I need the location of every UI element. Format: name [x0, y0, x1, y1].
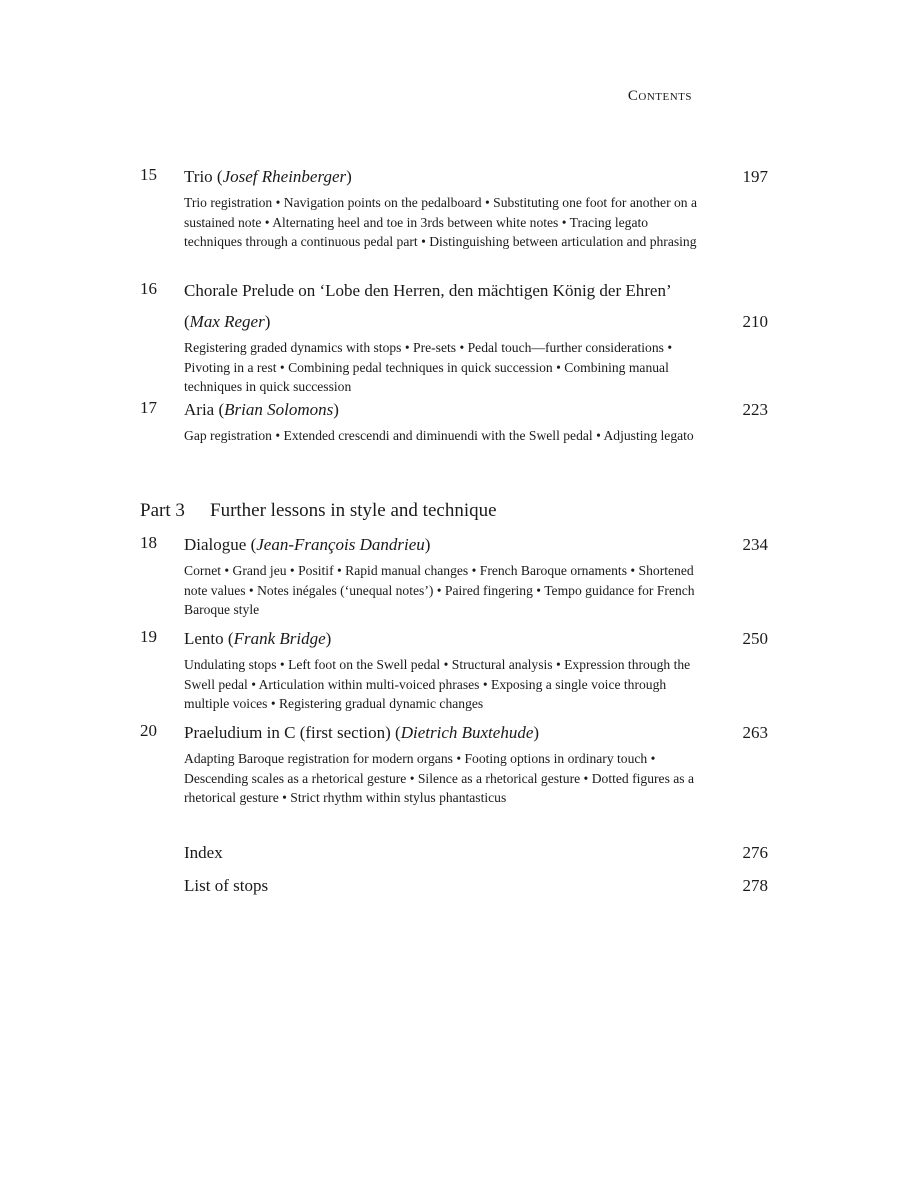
chapter-topics: Undulating stops • Left foot on the Swell pedal • Structural analysis • Expression through the Swell pedal • Articulation within multi-voiced phrases • Exposing a single voice through multiple voices • Registering gradual dynamic changes: [184, 657, 691, 711]
entry-label: Index: [184, 843, 223, 862]
chapter-topics: Registering graded dynamics with stops • Pre-sets • Pedal touch—further considerations • Pivoting in a rest • Combining pedal techniques in quick succession • Combining manual techniques in quick succession: [184, 340, 673, 394]
page-number: 234: [742, 535, 768, 554]
chapter-title-continued[interactable]: (Max Reger) 210: [140, 310, 768, 334]
chapter-title[interactable]: Praeludium in C (first section) (Dietrich Buxtehude) 263: [140, 721, 768, 745]
chapter-title[interactable]: Aria (Brian Solomons) 223: [140, 398, 768, 422]
chapter-topics: Trio registration • Navigation points on the pedalboard • Substituting one foot for another on a sustained note • Alternating heel and toe in 3rds between white notes • Tracing legato techniques through a continuous pedal part • Distinguishing between articulation and phrasing: [184, 195, 698, 249]
chapter-number: 19: [140, 627, 157, 646]
chapter-number: 20: [140, 721, 157, 740]
page-number: 223: [742, 400, 768, 419]
composer-name: Brian Solomons: [224, 400, 334, 419]
toc-entry-list-of-stops[interactable]: [140, 874, 768, 898]
page-number: 250: [742, 629, 768, 648]
composer-name: Frank Bridge: [233, 629, 326, 648]
page-number: 276: [742, 843, 768, 862]
page-number: 210: [742, 312, 768, 331]
chapter-topics: Gap registration • Extended crescendi and diminuendi with the Swell pedal • Adjusting legato: [184, 428, 694, 443]
composer-name: Josef Rheinberger: [222, 167, 347, 186]
page-number: 278: [742, 876, 768, 895]
chapter-topics: Cornet • Grand jeu • Positif • Rapid manual changes • French Baroque ornaments • Shortened note values • Notes inégales (‘unequal notes’) • Paired fingering • Tempo guidance for French Baroque style: [184, 563, 695, 617]
part-title: Further lessons in style and technique: [210, 500, 497, 521]
toc-entry-20: [140, 721, 768, 808]
composer-name: Max Reger: [189, 312, 265, 331]
part-heading: [140, 500, 497, 522]
part-label: Part 3: [140, 500, 185, 521]
chapter-title[interactable]: Dialogue (Jean-François Dandrieu) 234: [140, 533, 768, 557]
toc-entry-18: [140, 533, 768, 620]
composer-name: Jean-François Dandrieu: [256, 535, 425, 554]
chapter-number: 15: [140, 165, 157, 184]
composer-name: Dietrich Buxtehude: [400, 723, 534, 742]
chapter-number: 17: [140, 398, 157, 417]
running-head: Contents: [627, 88, 692, 104]
page-number: 197: [742, 167, 768, 186]
entry-label: List of stops: [184, 876, 269, 895]
chapter-title[interactable]: Chorale Prelude on ‘Lobe den Herren, den mächtigen König der Ehren’: [184, 281, 672, 300]
chapter-title[interactable]: Lento (Frank Bridge) 250: [140, 627, 768, 651]
chapter-number: 16: [140, 279, 157, 298]
page-number: 263: [742, 723, 768, 742]
toc-entry-19: [140, 627, 768, 714]
toc-entry-16: [140, 279, 768, 397]
toc-entry-index[interactable]: [140, 841, 768, 865]
toc-entry-17: [140, 398, 768, 446]
chapter-topics: Adapting Baroque registration for modern organs • Footing options in ordinary touch • Descending scales as a rhetorical gesture • Silence as a rhetorical gesture • Dotted figures as a rhetorical gesture • Strict rhythm within stylus phantasticus: [184, 751, 695, 805]
chapter-title[interactable]: Trio (Josef Rheinberger) 197: [140, 165, 768, 189]
toc-entry-15: [140, 165, 768, 252]
chapter-number: 18: [140, 533, 157, 552]
